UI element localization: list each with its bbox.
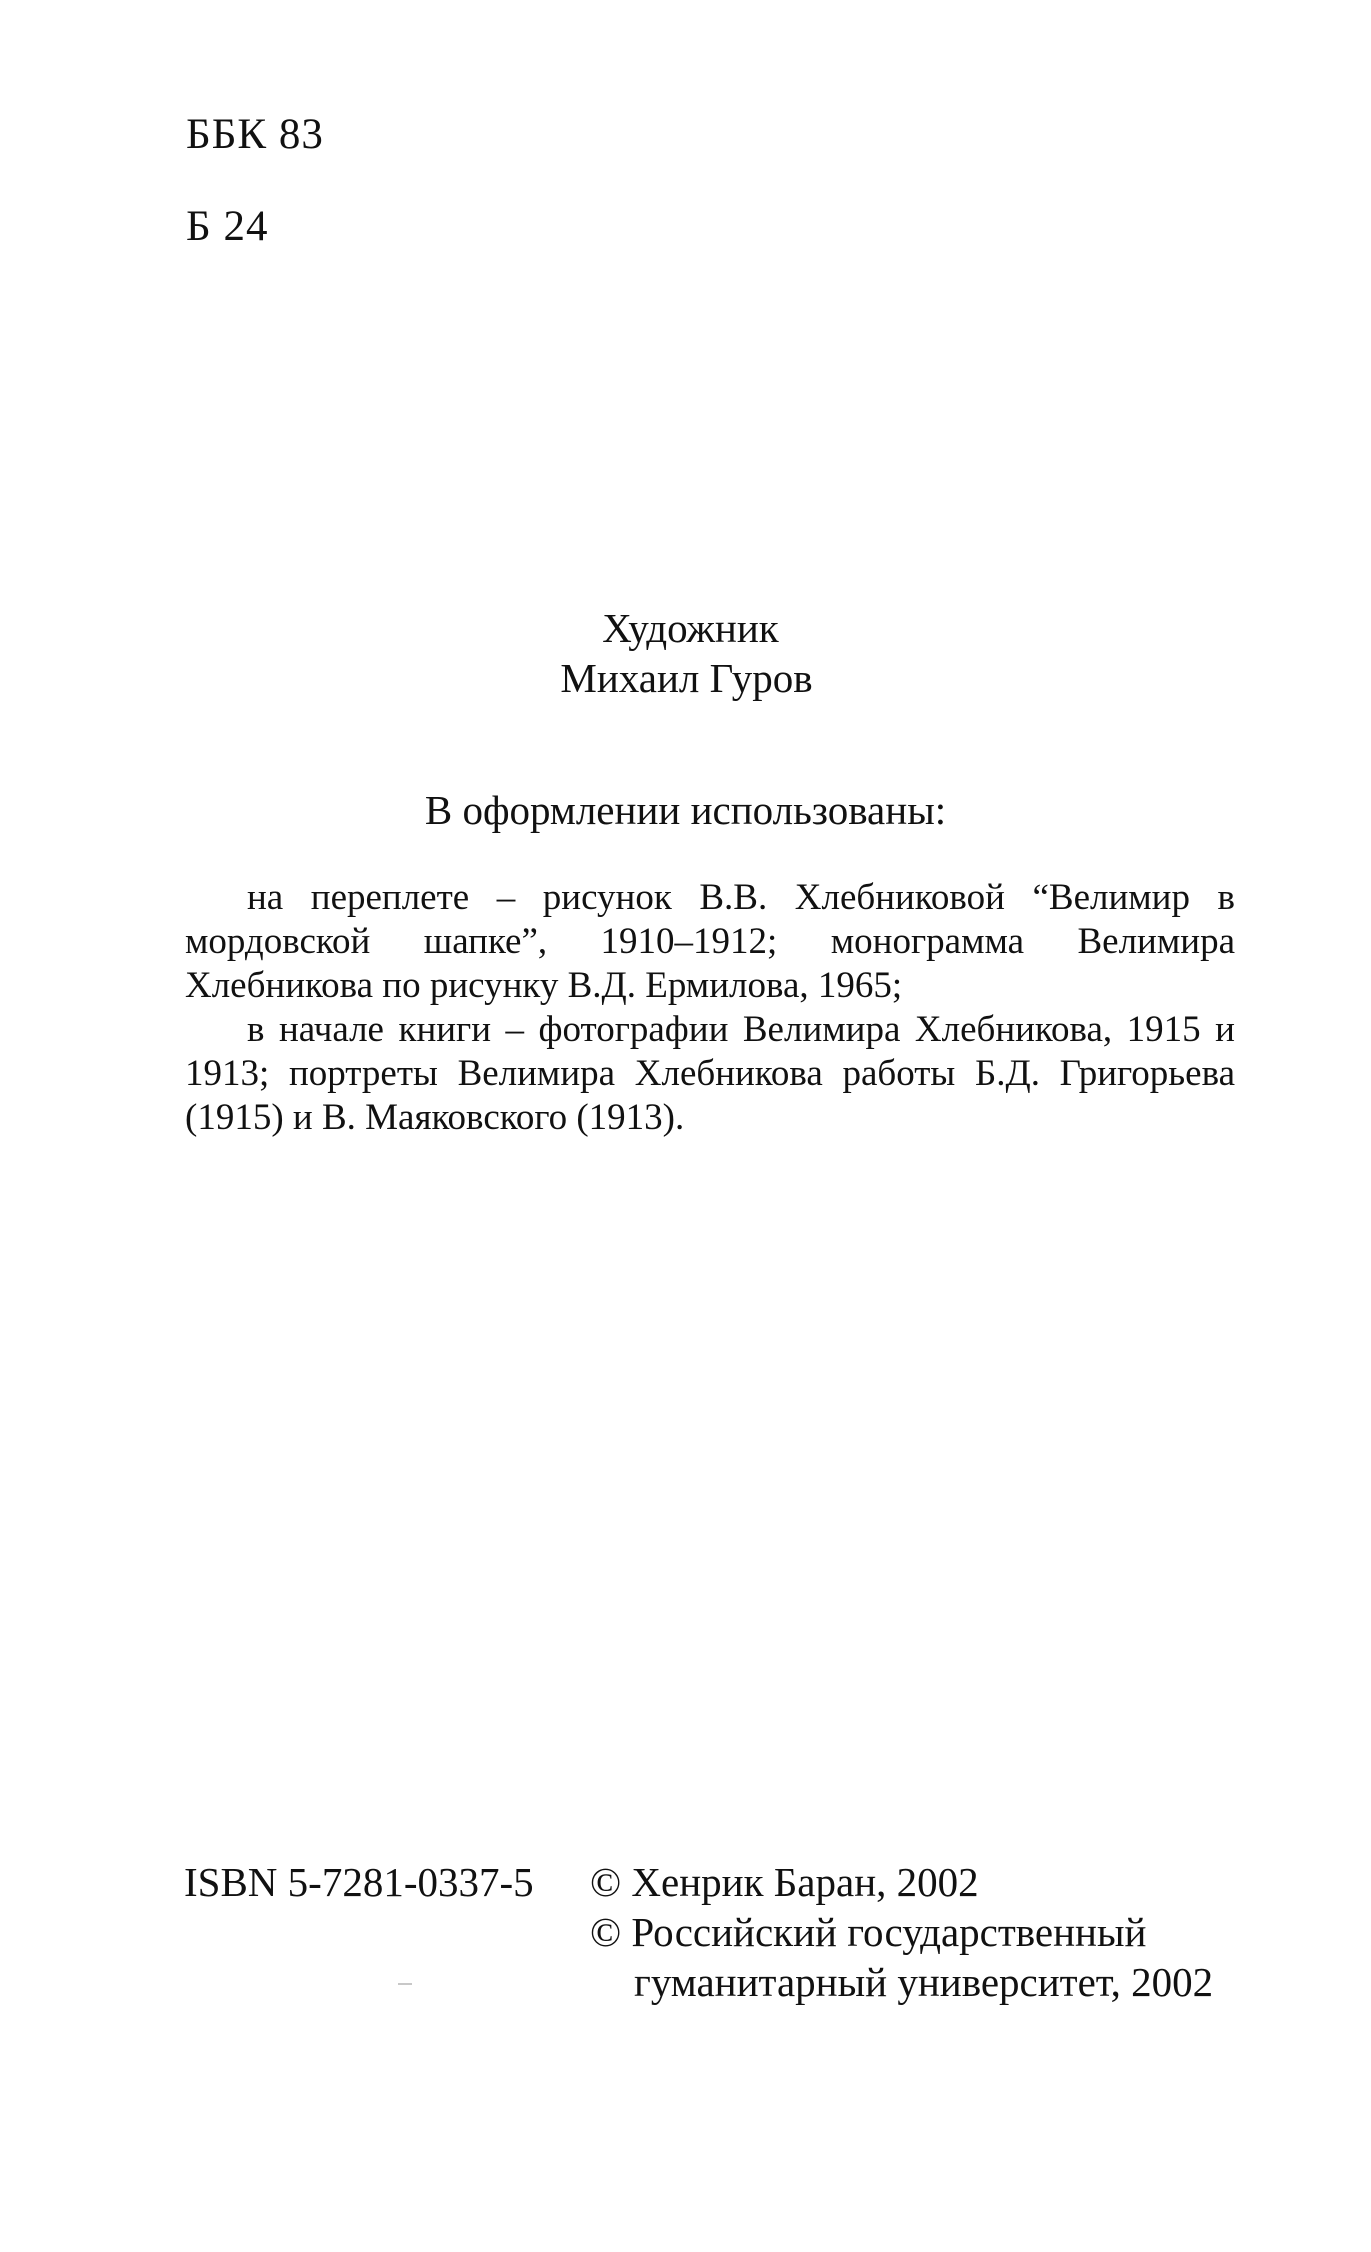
isbn: ISBN 5-7281-0337-5: [184, 1859, 534, 1905]
copyright-publisher-continued: гуманитарный университет, 2002: [634, 1959, 1214, 2005]
copyright-author: © Хенрик Баран, 2002: [590, 1859, 979, 1905]
author-code: Б 24: [186, 203, 269, 250]
design-credits: [185, 876, 1235, 1140]
copyright-block: [590, 1857, 1213, 2007]
bbk-classification: ББК 83: [186, 111, 324, 158]
design-credit-front-matter: в начале книги – фотографии Велимира Хлебникова, 1915 и 1913; портреты Велимира Хлебникова работы Б.Д. Григорьева (1915) и В. Маяковского (1913).: [185, 1009, 1235, 1138]
artist-role: Художник: [602, 605, 779, 651]
design-credit-binding: на переплете – рисунок В.В. Хлебниковой “Велимир в мордовской шапке”, 1910–1912; монограмма Велимира Хлебникова по рисунку В.Д. Ермилова, 1965;: [185, 877, 1235, 1006]
artist-name: Михаил Гуров: [560, 655, 813, 701]
copyright-publisher: © Российский государственный: [590, 1909, 1147, 1955]
design-title: В оформлении использованы:: [424, 787, 947, 833]
artist-credit: [0, 603, 1371, 703]
scan-mark: [398, 1983, 412, 1985]
